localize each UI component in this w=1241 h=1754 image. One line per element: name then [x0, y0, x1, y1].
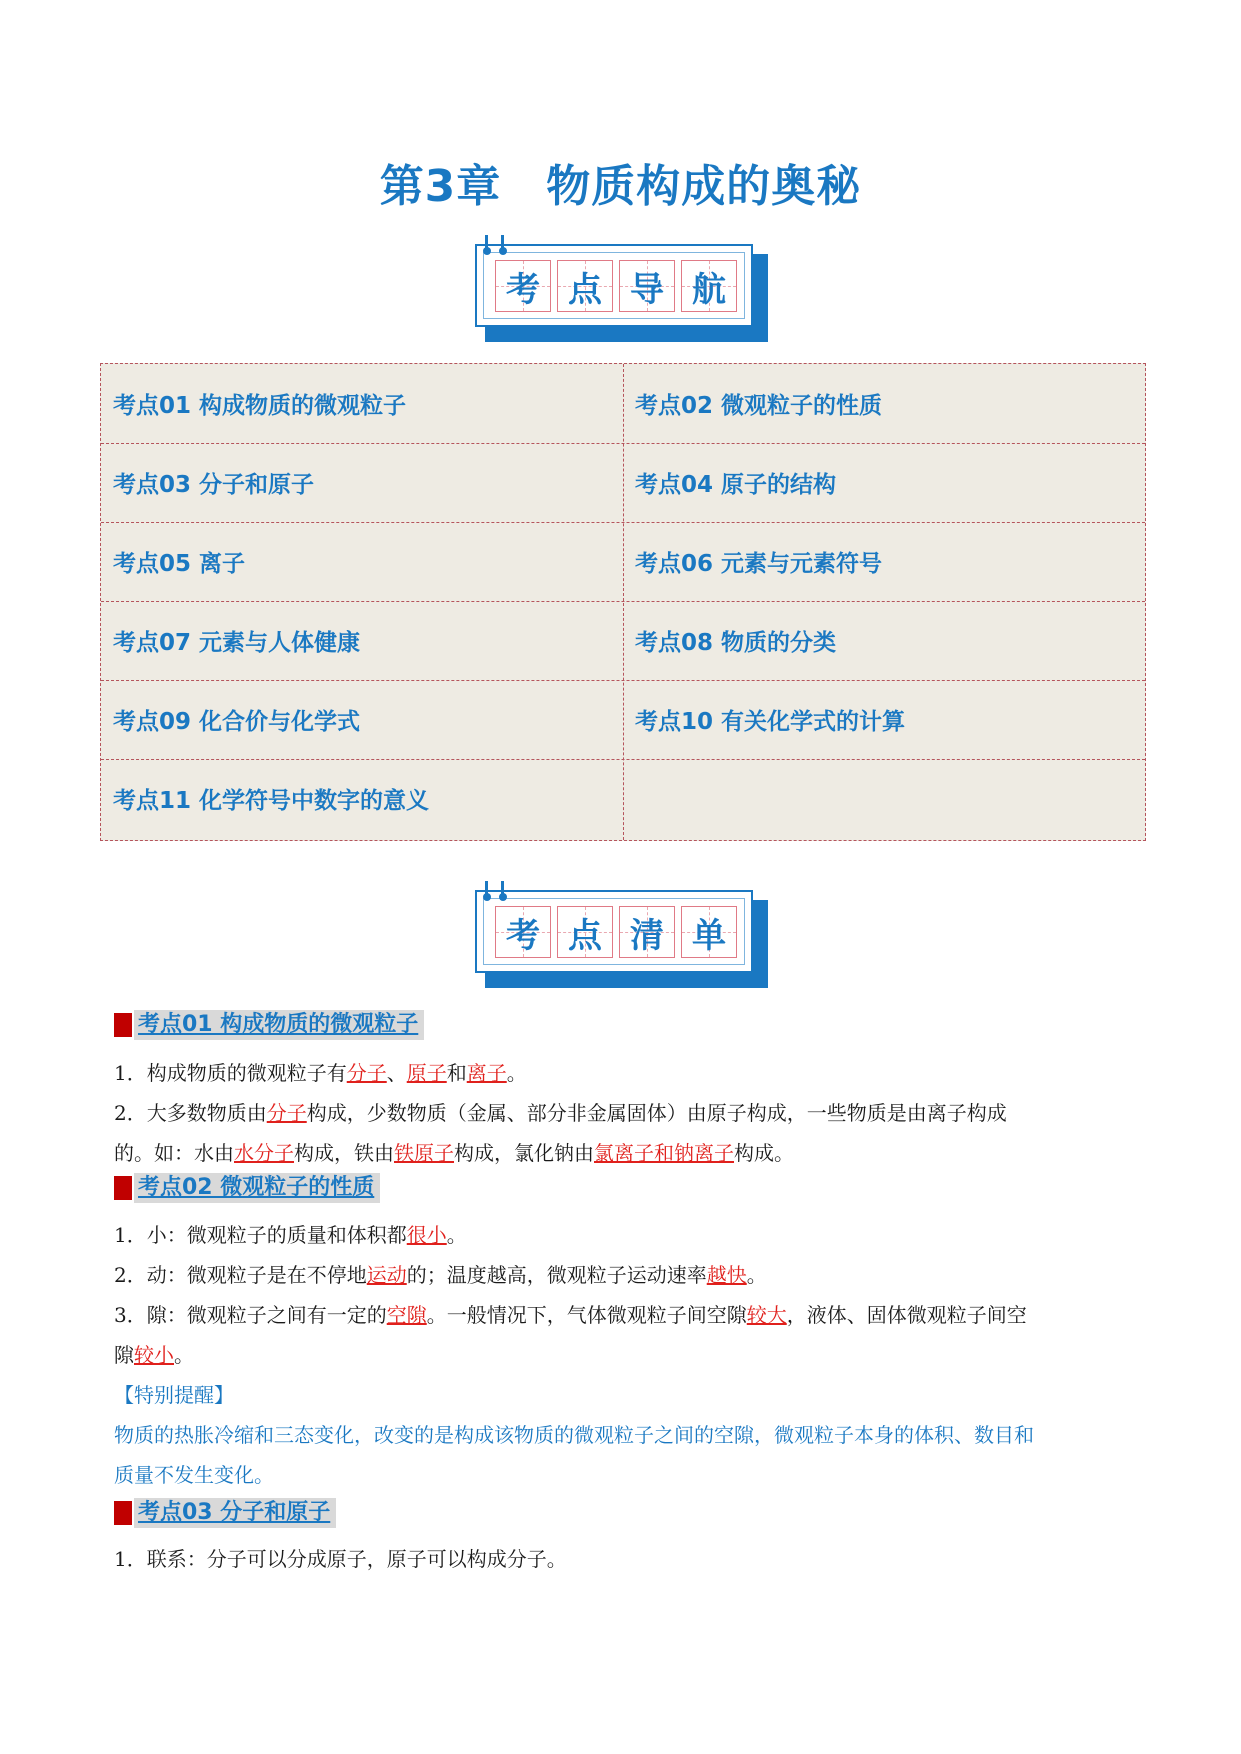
- nav-item-11[interactable]: 考点11 化学符号中数字的意义: [113, 788, 430, 814]
- list-banner: [475, 890, 765, 985]
- banner-char: 导: [630, 269, 664, 310]
- nav-banner: [475, 244, 765, 339]
- nav-item-09[interactable]: 考点09 化合价与化学式: [113, 709, 361, 735]
- banner-char: 航: [692, 269, 726, 310]
- page-title: 第3章 物质构成的奥秘: [379, 161, 862, 212]
- nav-item-03[interactable]: 考点03 分子和原子: [113, 472, 315, 498]
- banner-char: 清: [630, 915, 664, 956]
- nav-item-05[interactable]: 考点05 离子: [113, 551, 246, 577]
- section-heading-01: 考点01 构成物质的微观粒子: [114, 1010, 424, 1040]
- binder-ring-icon: [483, 235, 491, 255]
- section-heading-03: 考点03 分子和原子: [114, 1498, 336, 1528]
- binder-ring-icon: [483, 881, 491, 901]
- nav-item-01[interactable]: 考点01 构成物质的微观粒子: [113, 393, 407, 419]
- note-text: 质量不发生变化。: [114, 1463, 274, 1487]
- nav-item-08[interactable]: 考点08 物质的分类: [635, 630, 837, 656]
- paragraph: 2．大多数物质由分子构成，少数物质（金属、部分非金属固体）由原子构成，一些物质是由离子构成: [114, 1101, 1007, 1125]
- banner-char: 考: [506, 915, 540, 956]
- banner-char: 考: [506, 269, 540, 310]
- section-marker-icon: [114, 1176, 132, 1200]
- paragraph: 的。如：水由水分子构成，铁由铁原子构成，氯化钠由氯离子和钠离子构成。: [114, 1141, 794, 1165]
- note-text: 物质的热胀冷缩和三态变化，改变的是构成该物质的微观粒子之间的空隙，微观粒子本身的体积、数目和: [114, 1423, 1034, 1447]
- binder-ring-icon: [499, 235, 507, 255]
- banner-char: 单: [692, 915, 726, 956]
- section-marker-icon: [114, 1501, 132, 1525]
- nav-item-04[interactable]: 考点04 原子的结构: [635, 472, 837, 498]
- note-title: 【特别提醒】: [114, 1383, 234, 1407]
- paragraph: 隙较小。: [114, 1343, 194, 1367]
- paragraph: 1．联系：分子可以分成原子，原子可以构成分子。: [114, 1547, 567, 1571]
- banner-char: 点: [568, 915, 602, 956]
- paragraph: 1．小：微观粒子的质量和体积都很小。: [114, 1223, 467, 1247]
- paragraph: 3．隙：微观粒子之间有一定的空隙。一般情况下，气体微观粒子间空隙较大，液体、固体微观粒子间空: [114, 1303, 1027, 1327]
- section-heading-02: 考点02 微观粒子的性质: [114, 1173, 380, 1203]
- paragraph: 2．动：微观粒子是在不停地运动的；温度越高，微观粒子运动速率越快。: [114, 1263, 767, 1287]
- binder-ring-icon: [499, 881, 507, 901]
- paragraph: 1．构成物质的微观粒子有分子、原子和离子。: [114, 1061, 527, 1085]
- section-marker-icon: [114, 1013, 132, 1037]
- topic-nav-table: [100, 363, 1146, 841]
- banner-char: 点: [568, 269, 602, 310]
- nav-item-02[interactable]: 考点02 微观粒子的性质: [635, 393, 883, 419]
- nav-item-06[interactable]: 考点06 元素与元素符号: [635, 551, 883, 577]
- nav-item-07[interactable]: 考点07 元素与人体健康: [113, 630, 361, 656]
- nav-item-10[interactable]: 考点10 有关化学式的计算: [635, 709, 906, 735]
